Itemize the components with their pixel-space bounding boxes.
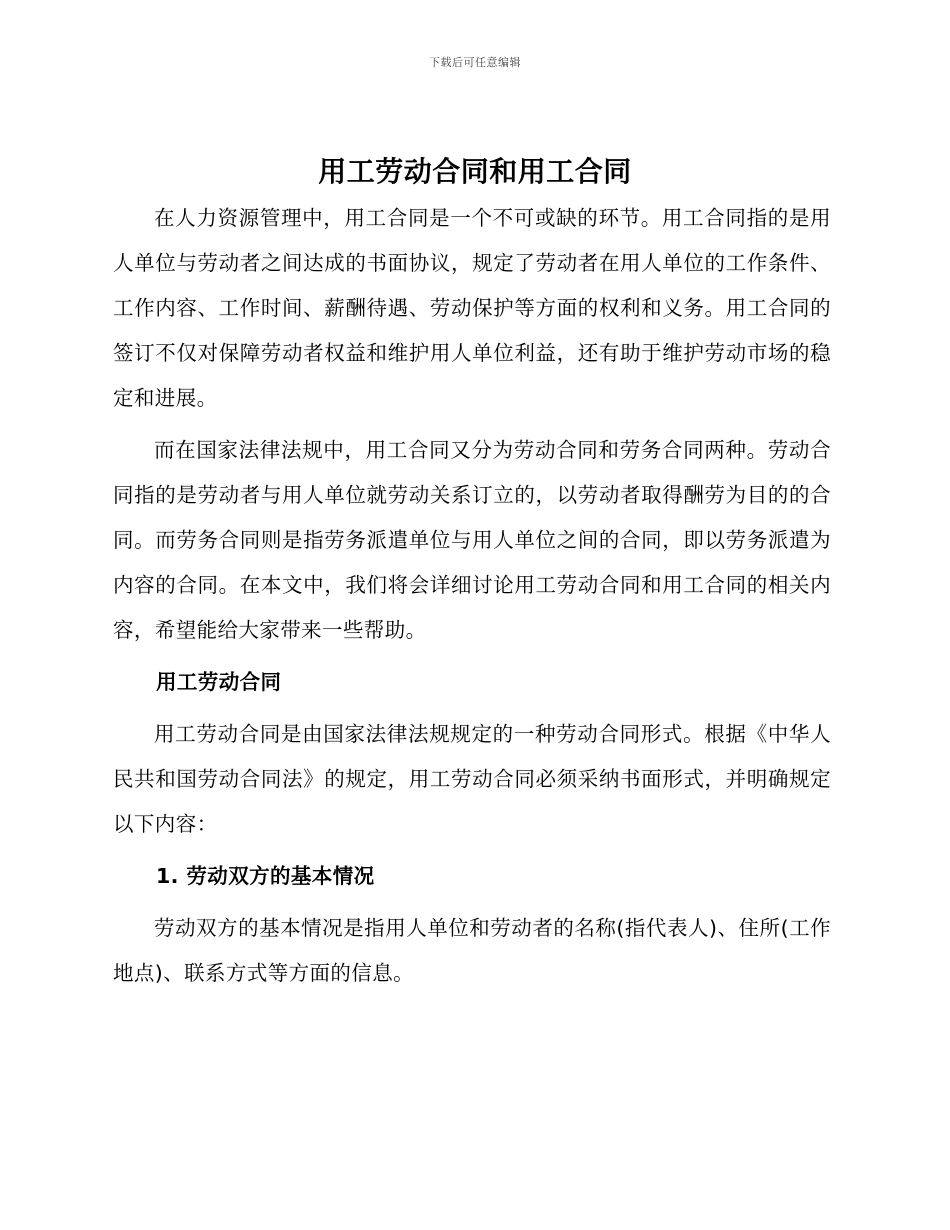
subsection-paragraph: 劳动双方的基本情况是指用人单位和劳动者的名称(指代表人)、住所(工作地点)、联系方式等方面的信息。 xyxy=(113,916,831,985)
intro-paragraph-2: 而在国家法律法规中，用工合同又分为劳动合同和劳务合同两种。劳动合同指的是劳动者与用人单位就劳动关系订立的，以劳动者取得酬劳为目的的合同。而劳务合同则是指劳务派遣单位与用人单位之间的合同，即以劳务派遣为内容的合同。在本文中，我们将会详细讨论用工劳动合同和用工合同的相关内容，希望能给大家带来一些帮助。 xyxy=(113,438,831,642)
subsection-heading: 1. 劳动双方的基本情况 xyxy=(156,864,375,888)
intro-paragraph-1: 在人力资源管理中，用工合同是一个不可或缺的环节。用工合同指的是用人单位与劳动者之间达成的书面协议，规定了劳动者在用人单位的工作条件、工作内容、工作时间、薪酬待遇、劳动保护等方面的权利和义务。用工合同的签订不仅对保障劳动者权益和维护用人单位利益，还有助于维护劳动市场的稳定和进展。 xyxy=(113,206,831,410)
header-note: 下载后可任意编辑 xyxy=(429,56,521,69)
section-paragraph: 用工劳动合同是由国家法律法规规定的一种劳动合同形式。根据《中华人民共和国劳动合同法》的规定，用工劳动合同必须采纳书面形式，并明确规定以下内容： xyxy=(113,722,831,836)
section-heading: 用工劳动合同 xyxy=(156,670,282,694)
document-body xyxy=(113,196,831,1003)
document-title: 用工劳动合同和用工合同 xyxy=(318,155,632,188)
